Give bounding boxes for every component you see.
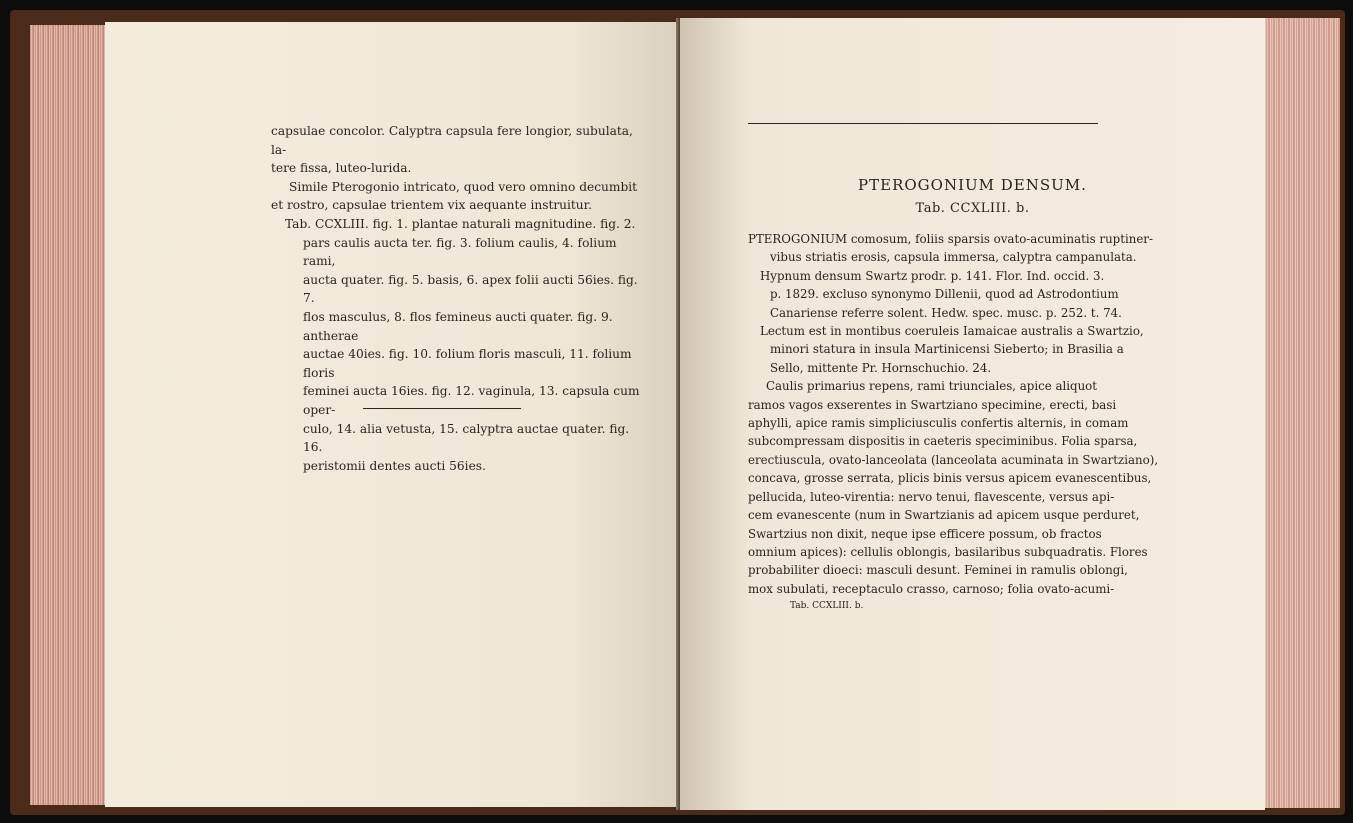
text-line-12: subcompressam dispositis in caeteris speciminibus. Folia sparsa, [748, 434, 1138, 449]
text-line [748, 267, 1160, 285]
text-line-3: Simile Pterogonio intricato, quod vero omnino decumbit [289, 179, 638, 194]
text-line-7: aucta quater. fig. 5. basis, 6. apex folii aucti 56ies. fig. 7. [303, 272, 638, 306]
text-line [748, 488, 1160, 506]
text-line [748, 543, 1160, 561]
page-subtitle: Tab. CCXLIII. b. [915, 201, 1030, 216]
text-line-16: cem evanescente (num in Swartzianis ad apicem usque perduret, [748, 508, 1140, 523]
left-text-block [271, 122, 651, 475]
text-line-20: mox subulati, receptaculo crasso, carnoso; folia ovato-acumi- [748, 581, 1115, 596]
text-line [271, 159, 651, 178]
text-line [748, 469, 1160, 487]
text-line-7: minori statura in insula Martinicensi Sieberto; in Brasilia a [770, 342, 1124, 357]
text-line-17: Swartzius non dixit, neque ipse efficere possum, ob fractos [748, 526, 1102, 541]
text-line [748, 304, 1160, 322]
text-line-15: pellucida, luteo-virentia: nervo tenui, flavescente, versus api- [748, 489, 1115, 504]
text-line [748, 561, 1160, 579]
text-line-12: peristomii dentes aucti 56ies. [303, 458, 486, 473]
text-line [271, 345, 651, 382]
text-line-9: auctae 40ies. fig. 10. folium floris masculi, 11. folium floris [303, 347, 632, 380]
text-line [748, 230, 1160, 248]
text-line-3: Hypnum densum Swartz prodr. p. 141. Flor. Ind. occid. 3. [760, 268, 1105, 283]
text-line [271, 308, 651, 345]
text-line [748, 580, 1160, 598]
text-line [748, 340, 1160, 358]
text-line [748, 451, 1160, 469]
text-line [748, 432, 1160, 450]
text-line-4: et rostro, capsulae trientem vix aequante instruitur. [271, 198, 593, 213]
text-line-19: probabiliter dioeci: masculi desunt. Feminei in ramulis oblongi, [748, 563, 1128, 578]
text-line-4: p. 1829. excluso synonymo Dillenii, quod ad Astrodontium [770, 287, 1119, 302]
page-title: PTEROGONIUM DENSUM. [858, 176, 1087, 194]
text-line-5: Tab. CCXLIII. fig. 1. plantae naturali magnitudine. fig. 2. [285, 216, 636, 231]
text-line-18: omnium apices): cellulis oblongis, basilaribus subquadratis. Flores [748, 544, 1148, 559]
text-line-2: vibus striatis erosis, capsula immersa, calyptra campanulata. [770, 250, 1137, 265]
text-line [271, 457, 651, 476]
text-line-1: PTEROGONIUM comosum, foliis sparsis ovato-acuminatis ruptiner- [748, 232, 1153, 246]
left-page [105, 22, 683, 807]
text-line-6: Lectum est in montibus coeruleis Iamaicae australis a Swartzio, [760, 324, 1144, 339]
text-line-8: Sello, mittente Pr. Hornschuchio. 24. [770, 360, 992, 375]
text-line [748, 396, 1160, 414]
right-text-block [748, 230, 1160, 598]
text-line [748, 377, 1160, 395]
text-line [271, 271, 651, 308]
text-line [271, 196, 651, 215]
right-page [680, 18, 1265, 810]
text-line [748, 525, 1160, 543]
text-line-11: culo, 14. alia vetusta, 15. calyptra auctae quater. fig. 16. [303, 421, 630, 455]
text-line [748, 414, 1160, 432]
text-line-1: capsulae concolor. Calyptra capsula fere longior, subulata, la- [271, 124, 633, 157]
text-line-8: flos masculus, 8. flos femineus aucti quater. fig. 9. antherae [303, 309, 613, 343]
text-line-11: aphylli, apice ramis simpliciusculis confertis alternis, in comam [748, 416, 1129, 431]
page-footer: Tab. CCXLIII. b. [790, 601, 864, 611]
text-line [271, 215, 651, 234]
text-line [271, 122, 651, 159]
text-line-2: tere fissa, luteo-lurida. [271, 161, 412, 176]
text-line [748, 248, 1160, 266]
header-rule [748, 123, 1098, 124]
text-line [748, 285, 1160, 303]
text-line-10: feminei aucta 16ies. fig. 12. vaginula, 13. capsula cum oper- [303, 384, 640, 417]
page-edges-right [1262, 18, 1340, 808]
text-line [748, 359, 1160, 377]
text-line-10: ramos vagos exserentes in Swartziano specimine, erecti, basi [748, 397, 1117, 412]
page-edges-left [30, 25, 110, 805]
text-line-14: concava, grosse serrata, plicis binis versus apicem evanescentibus, [748, 471, 1152, 486]
text-line [748, 506, 1160, 524]
text-line [271, 234, 651, 271]
text-line [271, 382, 651, 419]
text-line [748, 322, 1160, 340]
text-line-9: Caulis primarius repens, rami triunciales, apice aliquot [766, 379, 1098, 394]
text-line-5: Canariense referre solent. Hedw. spec. musc. p. 252. t. 74. [770, 305, 1122, 320]
text-line-13: erectiuscula, ovato-lanceolata (lanceolata acuminata in Swartziano), [748, 452, 1159, 467]
text-line [271, 420, 651, 457]
text-line [271, 178, 651, 197]
text-line-6: pars caulis aucta ter. fig. 3. folium caulis, 4. folium rami, [303, 235, 617, 269]
section-rule [363, 408, 521, 409]
